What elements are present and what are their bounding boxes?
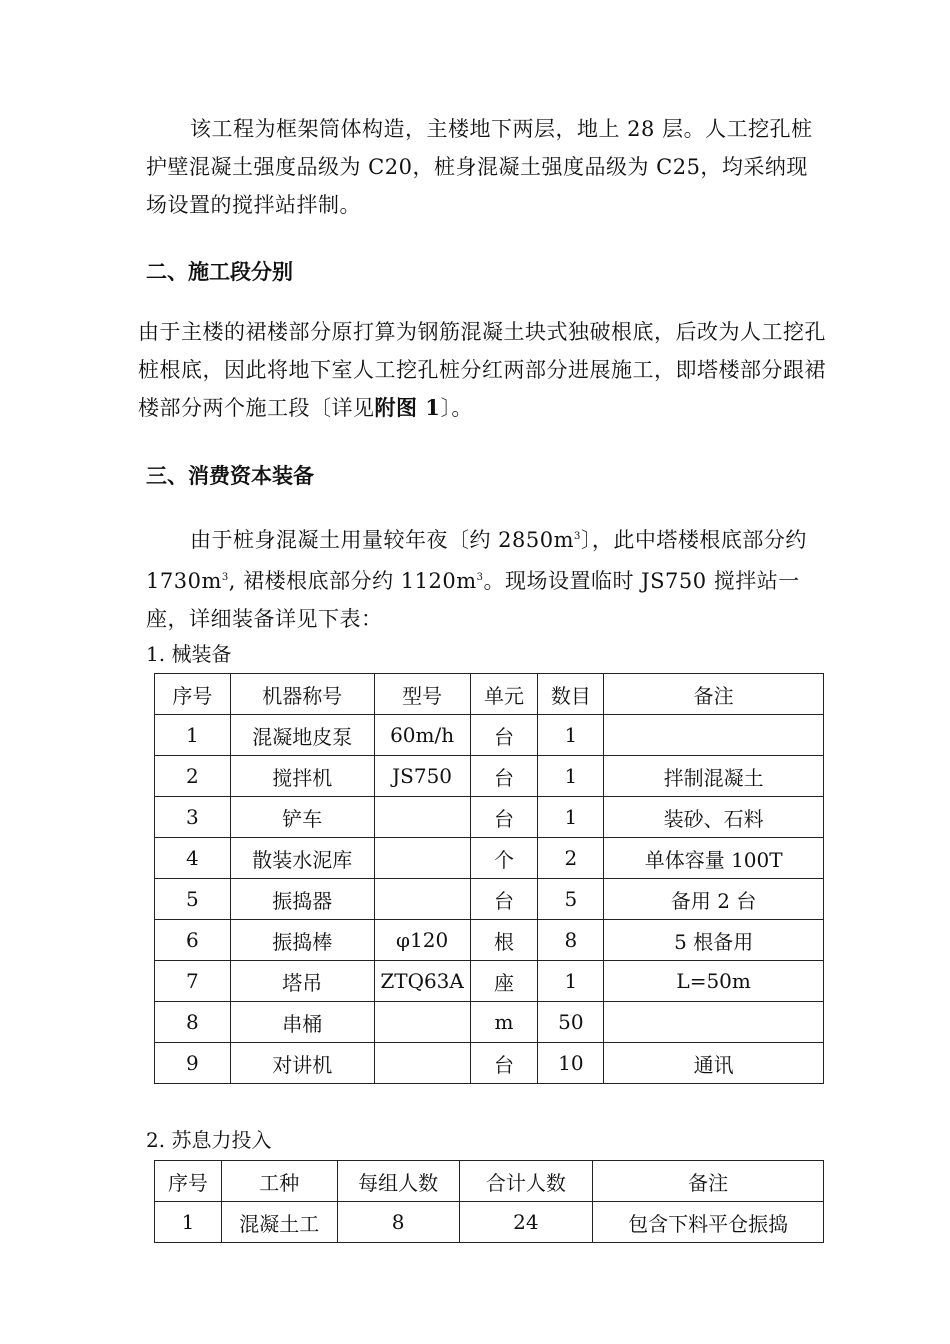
- column-header: 合计人数: [459, 1161, 593, 1202]
- table-cell: 5: [538, 879, 604, 920]
- table-cell: 塔吊: [230, 961, 374, 1002]
- table-cell: 50: [538, 1002, 604, 1043]
- column-header: 序号: [155, 674, 231, 715]
- table-cell: 混凝地皮泵: [230, 715, 374, 756]
- paragraph-text: 〕。: [440, 396, 473, 420]
- table-cell: 通讯: [604, 1043, 824, 1084]
- table-cell: 台: [470, 797, 538, 838]
- table-cell: [374, 838, 470, 879]
- table-cell: 2: [155, 756, 231, 797]
- table-row: [155, 715, 824, 756]
- paragraph-text: 该工程为框架筒体构造，主楼地下两层，地上 28 层。人工挖孔桩护壁混凝土强度品级为 C20，桩身混凝土强度品级为 C25，均采纳现场设置的搅拌站拌制。: [146, 117, 813, 217]
- table-cell: 根: [470, 920, 538, 961]
- table-row: [155, 756, 824, 797]
- column-header: 单元: [470, 674, 538, 715]
- table-cell: 4: [155, 838, 231, 879]
- subheading-equipment: 1. 械装备: [146, 642, 232, 666]
- paragraph-text: 由于主楼的裙楼部分原打算为钢筋混凝土块式独破根底，后改为人工挖孔桩根底，因此将地下室人工挖孔桩分红两部分进展施工，即塔楼部分跟裙楼部分两个施工段〔详见: [138, 320, 826, 420]
- table-cell: 混凝土工: [221, 1202, 337, 1243]
- table-cell: 散装水泥库: [230, 838, 374, 879]
- table-cell: m: [470, 1002, 538, 1043]
- table-cell: 1: [538, 797, 604, 838]
- paragraph-text: , 裙楼根底部分约 1120m: [228, 569, 477, 593]
- superscript: 3: [574, 531, 581, 542]
- table-cell: 装砂、石料: [604, 797, 824, 838]
- table-cell: 1: [155, 715, 231, 756]
- table-row: [155, 1043, 824, 1084]
- paragraph-text: 由于桩身混凝土用量较年夜〔约 2850m: [190, 528, 575, 552]
- column-header: 机器称号: [230, 674, 374, 715]
- table-cell: 24: [459, 1202, 593, 1243]
- table-cell: ZTQ63A: [374, 961, 470, 1002]
- paragraph-text: 〕，此中塔楼根底部分约 1730m: [146, 528, 807, 593]
- table-cell: 串桶: [230, 1002, 374, 1043]
- table-cell: 9: [155, 1043, 231, 1084]
- table-cell: 3: [155, 797, 231, 838]
- table-header-row: [155, 1161, 824, 1202]
- superscript: 3: [221, 572, 229, 583]
- column-header: 每组人数: [337, 1161, 459, 1202]
- table-cell: 1: [538, 961, 604, 1002]
- paragraph-construction-sections: [138, 313, 828, 427]
- table-row: [155, 838, 824, 879]
- table-cell: [604, 1002, 824, 1043]
- labor-table: [154, 1160, 824, 1243]
- table-row: [155, 961, 824, 1002]
- table-cell: [604, 715, 824, 756]
- table-cell: 铲车: [230, 797, 374, 838]
- paragraph-concrete-volume: [146, 518, 826, 638]
- table-cell: 振捣棒: [230, 920, 374, 961]
- table-row: [155, 797, 824, 838]
- table-cell: 1: [538, 756, 604, 797]
- table-cell: 个: [470, 838, 538, 879]
- table-cell: 台: [470, 715, 538, 756]
- table-cell: 振捣器: [230, 879, 374, 920]
- subheading-labor: 2. 苏息力投入: [146, 1128, 272, 1152]
- table-cell: 台: [470, 879, 538, 920]
- table-cell: 包含下料平仓振捣: [593, 1202, 824, 1243]
- table-cell: 7: [155, 961, 231, 1002]
- column-header: 序号: [155, 1161, 222, 1202]
- table-cell: 台: [470, 1043, 538, 1084]
- table-cell: 5: [155, 879, 231, 920]
- section-heading-2: 二、施工段分别: [146, 260, 293, 284]
- table-cell: 座: [470, 961, 538, 1002]
- table-cell: [374, 1002, 470, 1043]
- column-header: 型号: [374, 674, 470, 715]
- equipment-table: [154, 673, 824, 1084]
- table-cell: 8: [538, 920, 604, 961]
- table-cell: 备用 2 台: [604, 879, 824, 920]
- table-cell: 搅拌机: [230, 756, 374, 797]
- table-cell: 5 根备用: [604, 920, 824, 961]
- table-cell: 单体容量 100T: [604, 838, 824, 879]
- paragraph-text: 。现场设置临时 JS750 搅拌站一座，详细装备详见下表：: [146, 569, 800, 631]
- table-cell: 60m/h: [374, 715, 470, 756]
- table-cell: JS750: [374, 756, 470, 797]
- column-header: 工种: [221, 1161, 337, 1202]
- column-header: 备注: [604, 674, 824, 715]
- table-cell: 1: [538, 715, 604, 756]
- table-cell: [374, 1043, 470, 1084]
- table-cell: 2: [538, 838, 604, 879]
- table-cell: 拌制混凝土: [604, 756, 824, 797]
- table-cell: 1: [155, 1202, 222, 1243]
- table-header-row: [155, 674, 824, 715]
- figure-reference: 附图 1: [374, 395, 441, 420]
- table-cell: 10: [538, 1043, 604, 1084]
- table-row: [155, 1002, 824, 1043]
- table-cell: [374, 797, 470, 838]
- table-cell: φ120: [374, 920, 470, 961]
- table-cell: [374, 879, 470, 920]
- table-cell: 台: [470, 756, 538, 797]
- table-row: [155, 1202, 824, 1243]
- column-header: 备注: [593, 1161, 824, 1202]
- table-cell: L=50m: [604, 961, 824, 1002]
- table-cell: 8: [337, 1202, 459, 1243]
- table-cell: 8: [155, 1002, 231, 1043]
- table-cell: 6: [155, 920, 231, 961]
- table-row: [155, 920, 824, 961]
- table-cell: 对讲机: [230, 1043, 374, 1084]
- section-heading-3: 三、消费资本装备: [146, 464, 314, 488]
- column-header: 数目: [538, 674, 604, 715]
- paragraph-project-overview: [146, 110, 826, 224]
- superscript: 3: [476, 572, 484, 583]
- table-row: [155, 879, 824, 920]
